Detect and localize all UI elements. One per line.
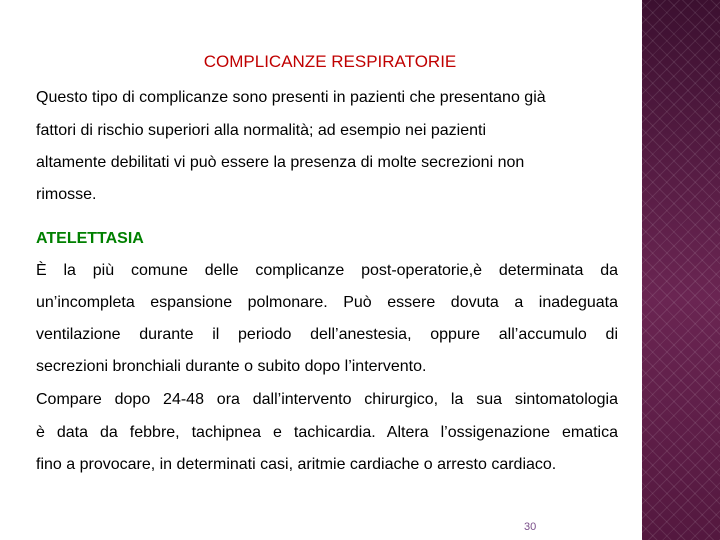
intro-line: Questo tipo di complicanze sono presenti in pazienti che presentano già [36,89,546,106]
decorative-side-panel [642,0,720,540]
intro-line: fattori di rischio superiori alla normalità; ad esempio nei pazienti [36,122,486,139]
section-heading: ATELETTASIA [36,230,144,247]
body-line: è data da febbre, tachipnea e tachicardia. Altera l’ossigenazione ematica [36,424,618,441]
body-line: Compare dopo 24-48 ora dall’intervento chirurgico, la sua sintomatologia [36,391,618,408]
body-line: ventilazione durante il periodo dell’anestesia, oppure all’accumulo di [36,326,618,343]
intro-line: rimosse. [36,186,97,203]
body-line: fino a provocare, in determinati casi, aritmie cardiache o arresto cardiaco. [36,456,557,473]
body-line: secrezioni bronchiali durante o subito dopo l’intervento. [36,358,427,375]
slide-title: COMPLICANZE RESPIRATORIE [203,52,457,71]
intro-line: altamente debilitati vi può essere la presenza di molte secrezioni non [36,154,525,171]
body-line: un’incompleta espansione polmonare. Può essere dovuta a inadeguata [36,294,618,311]
page-number: 30 [524,521,537,533]
body-line: È la più comune delle complicanze post-operatorie,è determinata da [36,262,618,279]
